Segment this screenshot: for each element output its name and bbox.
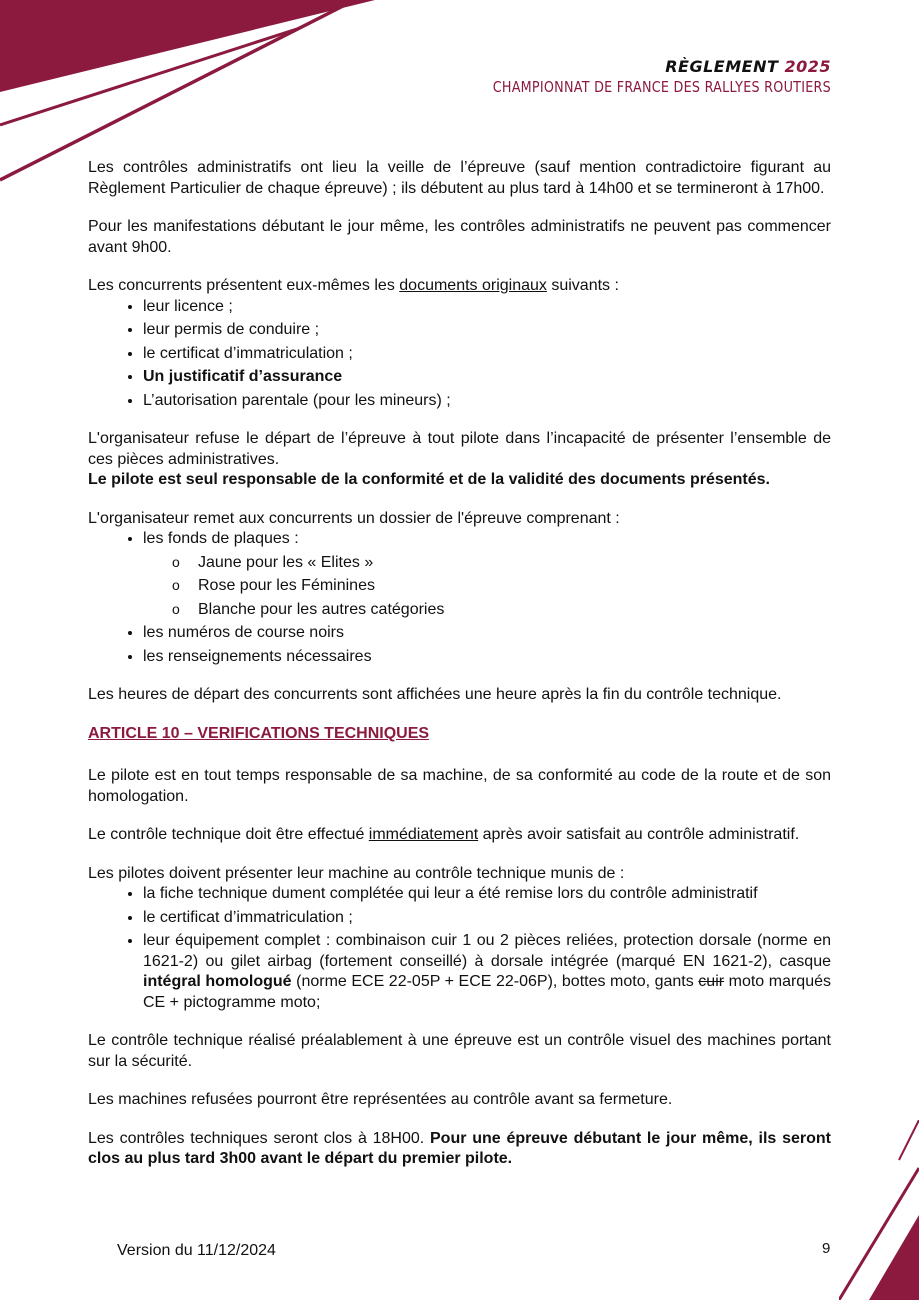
paragraph-start-times: Les heures de départ des concurrents sont affichées une heure après la fin du contrôle technique. [88, 686, 782, 703]
paragraph-refused-machines: Les machines refusées pourront être représentées au contrôle avant sa fermeture. [88, 1091, 673, 1108]
list-item: • les renseignements nécessaires [143, 647, 831, 668]
list-item: • Un justificatif d’assurance [143, 367, 831, 388]
paragraph-refusal: L'organisateur refuse le départ de l’épreuve à tout pilote dans l’incapacité de présenter l’ensemble de ces pièces administratives. [88, 430, 831, 468]
paragraph-same-day: Pour les manifestations débutant le jour même, les contrôles administratifs ne peuvent pas commencer avant 9h00. [88, 218, 831, 256]
paragraph-documents-intro: Les concurrents présentent eux-mêmes les documents originaux suivants : [88, 277, 619, 294]
paragraph-tech-intro: Les pilotes doivent présenter leur machine au contrôle technique munis de : [88, 864, 625, 882]
plates-list [143, 553, 831, 621]
list-item: o Jaune pour les « Elites » [198, 553, 831, 574]
list-item: • les fonds de plaques : o Jaune pour les « Elites » o Rose pour les Féminines o Blanche pour les autres catégories [143, 529, 831, 620]
dossier-list [88, 529, 831, 667]
list-item: • L’autorisation parentale (pour les mineurs) ; [143, 391, 831, 412]
paragraph-dossier-intro: L'organisateur remet aux concurrents un dossier de l'épreuve comprenant : [88, 509, 620, 527]
list-item: • la fiche technique dument complétée qui leur a été remise lors du contrôle administratif [143, 884, 831, 905]
page-number: 9 [822, 1240, 831, 1257]
header-title-main: RÈGLEMENT [665, 57, 779, 76]
paragraph-admin-schedule: Les contrôles administratifs ont lieu la veille de l’épreuve (sauf mention contradictoire figurant au Règlement Particulier de chaque épreuve) ; ils débutent au plus tard à 14h00 et se termineront à 17h00. [88, 159, 831, 197]
list-item: o Rose pour les Féminines [198, 576, 831, 597]
paragraph-closing: Les contrôles techniques seront clos à 18H00. Pour une épreuve débutant le jour même, ils seront clos au plus tard 3h00 avant le départ du premier pilote. [88, 1129, 832, 1167]
footer-version: Version du 11/12/2024 [117, 1242, 276, 1259]
list-item: o Blanche pour les autres catégories [198, 600, 831, 621]
document-header [433, 57, 831, 97]
underlined-documents-originaux: documents originaux [399, 277, 547, 294]
tech-list [88, 884, 831, 1013]
document-body [88, 158, 831, 1188]
list-item: • leur équipement complet : combinaison cuir 1 ou 2 pièces reliées, protection dorsale (norme en 1621-2) ou gilet airbag (fortement conseillé) à dorsale intégrée (marqué EN 1621-2), casque intégral homologué (norme ECE 22-05P + ECE 22-06P), bottes moto, gants cuir moto marqués CE + pictogramme moto; [143, 931, 831, 1013]
paragraph-immediate: Le contrôle technique doit être effectué immédiatement après avoir satisfait au contrôle administratif. [88, 826, 800, 843]
paragraph-responsibility: Le pilote est seul responsable de la conformité et de la validité des documents présentés. [88, 471, 770, 488]
bottom-right-decoration [839, 1120, 919, 1300]
list-item: • leur licence ; [143, 297, 831, 318]
list-item: • le certificat d’immatriculation ; [143, 908, 831, 929]
list-item: • leur permis de conduire ; [143, 320, 831, 341]
header-title [433, 57, 831, 77]
documents-list [88, 297, 831, 412]
paragraph-pilot-responsible: Le pilote est en tout temps responsable de sa machine, de sa conformité au code de la route et de son homologation. [88, 767, 831, 805]
list-item: • les numéros de course noirs [143, 623, 831, 644]
paragraph-visual-control: Le contrôle technique réalisé préalablement à une épreuve est un contrôle visuel des machines portant sur la sécurité. [88, 1032, 831, 1070]
strikethrough-cuir: cuir [698, 973, 725, 990]
article-10-heading: ARTICLE 10 – VERIFICATIONS TECHNIQUES [88, 724, 430, 742]
list-item: • le certificat d’immatriculation ; [143, 344, 831, 365]
header-subtitle: CHAMPIONNAT DE FRANCE DES RALLYES ROUTIERS [492, 78, 831, 96]
underlined-immediatement: immédiatement [368, 826, 479, 843]
header-title-year: 2025 [784, 57, 831, 76]
